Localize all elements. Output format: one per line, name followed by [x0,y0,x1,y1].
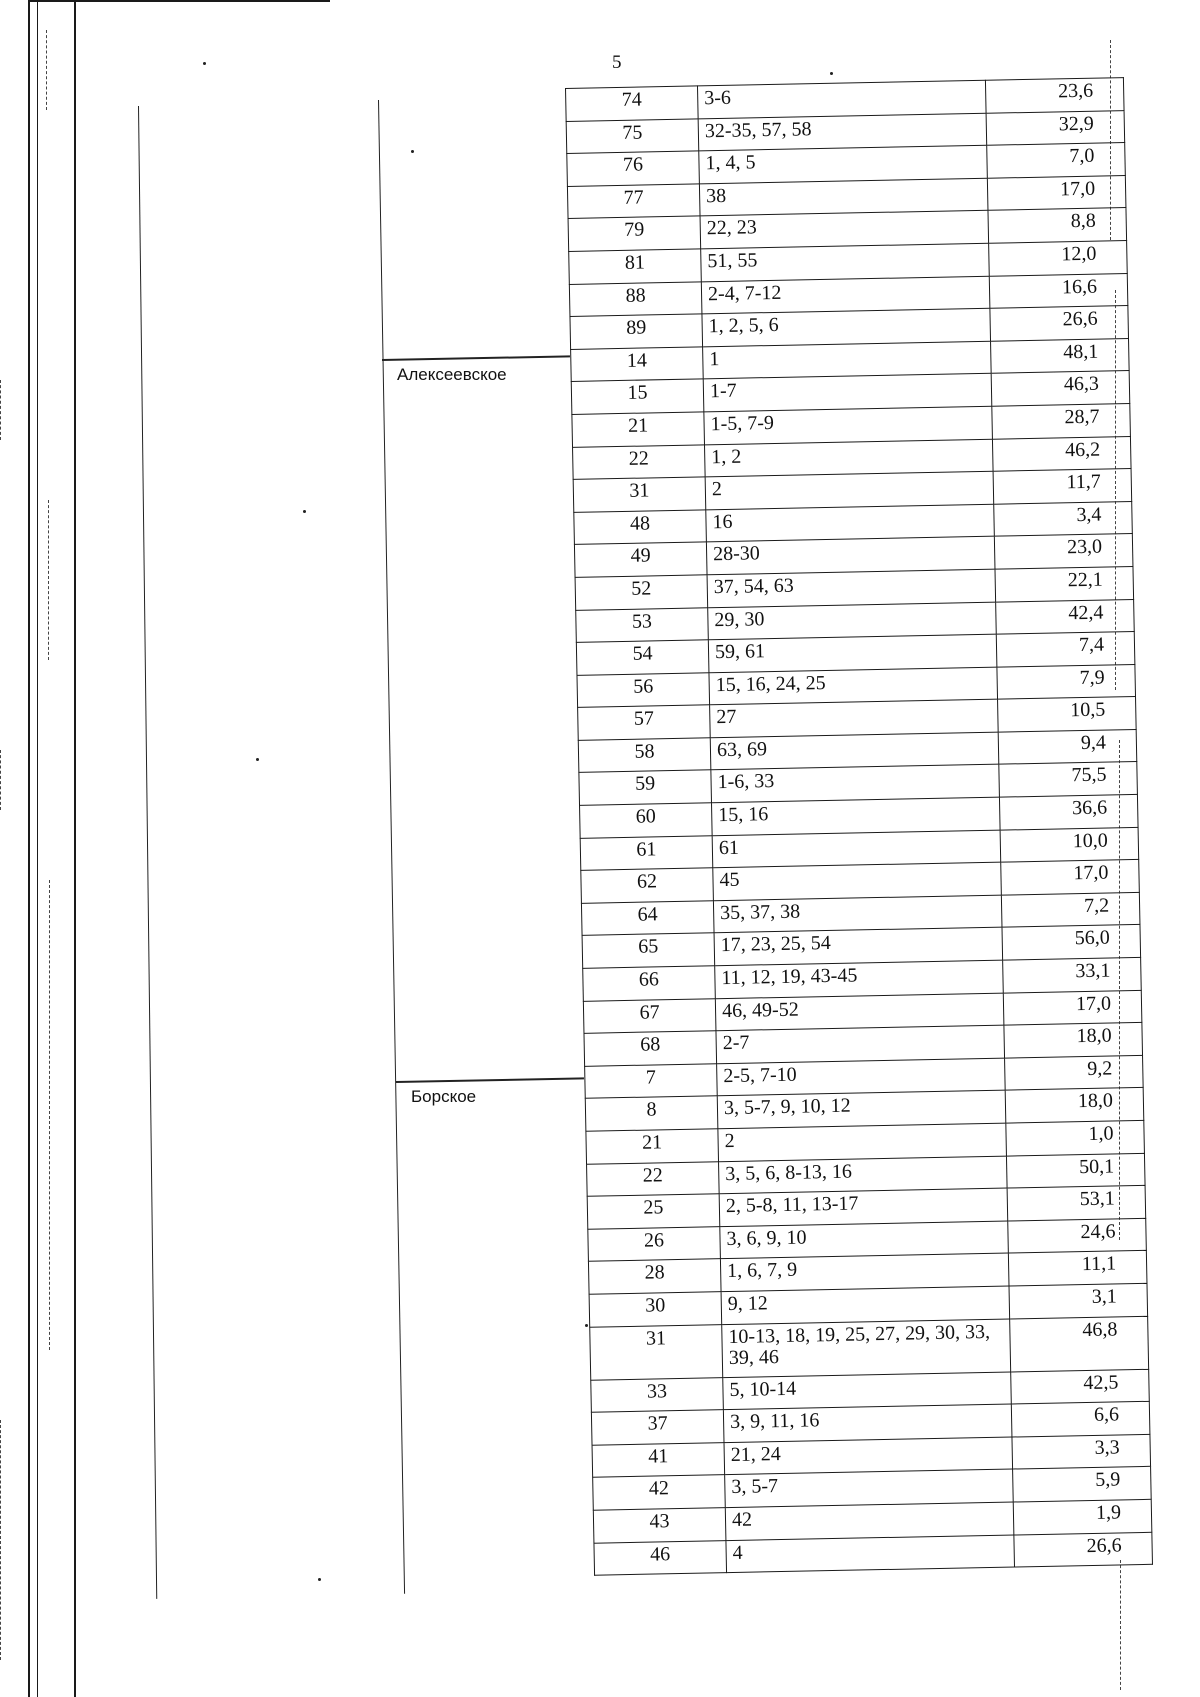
group-separator [396,1077,584,1082]
row-area-cell: 26,6 [990,306,1129,341]
row-number-cell: 54 [576,640,709,675]
scan-edge-line [30,0,330,2]
row-number-cell: 48 [574,510,707,545]
row-area-cell: 10,0 [1000,827,1139,862]
row-area-cell: 9,4 [998,729,1137,764]
row-list-cell: 29, 30 [708,602,997,640]
row-area-cell: 26,6 [1014,1532,1153,1567]
row-list-cell: 1, 2, 5, 6 [702,308,991,346]
row-number-cell: 59 [579,770,712,805]
row-list-cell: 10-13, 18, 19, 25, 27, 29, 30, 33, 39, 46 [722,1319,1011,1378]
row-list-cell: 28-30 [706,537,995,575]
row-area-cell: 17,0 [1003,990,1142,1025]
row-list-cell: 5, 10-14 [723,1372,1012,1410]
row-list-cell: 15, 16, 24, 25 [709,667,998,705]
row-number-cell: 88 [569,281,702,316]
row-number-cell: 52 [575,575,708,610]
row-area-cell: 9,2 [1005,1055,1144,1090]
row-list-cell: 2-7 [716,1025,1005,1063]
row-area-cell: 7,9 [997,664,1136,699]
row-number-cell: 33 [591,1377,724,1412]
row-number-cell: 77 [567,184,700,219]
row-area-cell: 53,1 [1007,1186,1146,1221]
row-area-cell: 48,1 [991,338,1130,373]
area-table [565,77,1153,1576]
row-list-cell: 46, 49-52 [715,993,1004,1031]
row-list-cell: 2-4, 7-12 [701,276,990,314]
scan-edge-dash [0,380,1,440]
row-area-cell: 46,3 [991,371,1130,406]
row-number-cell: 81 [569,249,702,284]
row-area-cell: 11,1 [1008,1251,1147,1286]
row-list-cell: 2-5, 7-10 [717,1058,1006,1096]
group-label-alekseevskoe: Алексеевское [397,365,507,384]
row-number-cell: 56 [577,672,710,707]
row-area-cell: 11,7 [993,469,1132,504]
row-list-cell: 2 [718,1123,1007,1161]
row-area-cell: 7,0 [987,143,1126,178]
row-list-cell: 1-5, 7-9 [704,406,993,444]
row-number-cell: 64 [581,901,714,936]
row-list-cell: 42 [725,1502,1014,1540]
row-list-cell: 3, 5-7, 9, 10, 12 [717,1090,1006,1128]
row-number-cell: 28 [588,1259,721,1294]
row-number-cell: 25 [587,1194,720,1229]
row-number-cell: 8 [585,1096,718,1131]
row-area-cell: 7,4 [996,632,1135,667]
row-number-cell: 15 [571,379,704,414]
row-number-cell: 58 [578,738,711,773]
row-list-cell: 3, 5, 6, 8-13, 16 [719,1156,1008,1194]
row-number-cell: 37 [591,1410,724,1445]
row-number-cell: 75 [566,118,699,153]
row-area-cell: 33,1 [1003,957,1142,992]
scan-edge-dash [46,30,47,110]
row-list-cell: 1, 4, 5 [699,145,988,183]
row-list-cell: 3, 9, 11, 16 [723,1404,1012,1442]
scan-edge-line [28,0,30,1697]
row-area-cell: 16,6 [989,273,1128,308]
area-table-body [566,78,1153,1576]
row-area-cell: 6,6 [1011,1401,1150,1436]
row-number-cell: 26 [588,1226,721,1261]
row-list-cell: 9, 12 [721,1286,1010,1324]
scan-speck [318,1578,321,1581]
row-area-cell: 10,5 [998,697,1137,732]
row-area-cell: 28,7 [992,403,1131,438]
row-number-cell: 89 [570,314,703,349]
row-area-cell: 18,0 [1004,1023,1143,1058]
row-area-cell: 3,1 [1009,1283,1148,1318]
row-area-cell: 5,9 [1013,1467,1152,1502]
row-number-cell: 14 [571,347,704,382]
row-area-cell: 17,0 [1001,860,1140,895]
row-area-cell: 8,8 [988,208,1127,243]
scan-speck [303,510,306,513]
row-area-cell: 46,8 [1010,1316,1149,1372]
row-number-cell: 30 [589,1292,722,1327]
row-area-cell: 3,4 [994,501,1133,536]
row-number-cell: 66 [583,966,716,1001]
row-list-cell: 63, 69 [710,732,999,770]
row-area-cell: 42,5 [1011,1369,1150,1404]
row-list-cell: 45 [713,862,1002,900]
row-list-cell: 61 [712,830,1001,868]
row-area-cell: 36,6 [999,795,1138,830]
row-list-cell: 4 [726,1535,1015,1573]
row-area-cell: 24,6 [1008,1218,1147,1253]
row-number-cell: 22 [573,444,706,479]
row-list-cell: 1, 2 [704,439,993,477]
row-area-cell: 75,5 [999,762,1138,797]
row-area-cell: 1,0 [1006,1120,1145,1155]
row-area-cell: 46,2 [992,436,1131,471]
row-list-cell: 17, 23, 25, 54 [714,928,1003,966]
row-number-cell: 60 [580,803,713,838]
page-number: 5 [612,52,622,73]
row-area-cell: 32,9 [986,110,1125,145]
row-number-cell: 21 [586,1129,719,1164]
row-number-cell: 62 [581,868,714,903]
scan-edge-dash [49,880,50,1350]
group-separator [382,355,570,360]
scan-edge-dash [48,500,49,660]
row-area-cell: 17,0 [987,175,1126,210]
row-number-cell: 57 [578,705,711,740]
scan-speck [830,72,833,75]
row-area-cell: 50,1 [1006,1153,1145,1188]
row-number-cell: 43 [593,1508,726,1543]
row-area-cell: 22,1 [995,566,1134,601]
scan-edge-line [74,0,76,1697]
row-list-cell: 2 [705,471,994,509]
area-table-container [565,77,1153,1576]
row-number-cell: 65 [582,933,715,968]
row-list-cell: 59, 61 [708,634,997,672]
row-list-cell: 3, 5-7 [725,1469,1014,1507]
row-list-cell: 37, 54, 63 [707,569,996,607]
row-list-cell: 1, 6, 7, 9 [720,1253,1009,1291]
row-number-cell: 7 [585,1064,718,1099]
row-area-cell: 23,6 [985,78,1124,113]
row-number-cell: 42 [593,1475,726,1510]
row-number-cell: 79 [568,216,701,251]
column-divider [378,100,405,1594]
row-list-cell: 22, 23 [700,211,989,249]
column-divider [138,106,157,1599]
row-list-cell: 16 [706,504,995,542]
scan-speck [585,1324,588,1327]
row-list-cell: 1-7 [703,374,992,412]
group-label-borskoe: Борское [411,1087,477,1106]
row-list-cell: 1-6, 33 [711,765,1000,803]
row-number-cell: 67 [583,998,716,1033]
scan-edge-dash [0,1420,1,1660]
scan-speck [256,758,259,761]
row-list-cell: 3, 6, 9, 10 [720,1221,1009,1259]
row-number-cell: 31 [590,1324,723,1380]
row-area-cell: 18,0 [1005,1088,1144,1123]
row-list-cell: 1 [703,341,992,379]
row-area-cell: 1,9 [1013,1499,1152,1534]
scan-speck [203,62,206,65]
row-number-cell: 74 [566,86,699,121]
scan-edge-line [37,0,38,1697]
row-area-cell: 7,2 [1001,892,1140,927]
row-area-cell: 56,0 [1002,925,1141,960]
row-number-cell: 49 [574,542,707,577]
row-list-cell: 15, 16 [712,797,1001,835]
row-area-cell: 3,3 [1012,1434,1151,1469]
row-list-cell: 38 [699,178,988,216]
scan-edge-dash [0,750,1,810]
scan-speck [411,150,414,153]
row-list-cell: 51, 55 [701,243,990,281]
row-number-cell: 31 [573,477,706,512]
row-list-cell: 35, 37, 38 [713,895,1002,933]
row-list-cell: 11, 12, 19, 43-45 [715,960,1004,998]
row-list-cell: 3-6 [697,80,986,118]
row-number-cell: 53 [576,607,709,642]
row-area-cell: 12,0 [989,241,1128,276]
scan-edge-dash [1120,1560,1121,1690]
row-list-cell: 2, 5-8, 11, 13-17 [719,1188,1008,1226]
row-number-cell: 61 [580,835,713,870]
row-list-cell: 27 [710,699,999,737]
row-area-cell: 23,0 [994,534,1133,569]
row-number-cell: 21 [572,412,705,447]
row-list-cell: 32-35, 57, 58 [698,113,987,151]
row-area-cell: 42,4 [996,599,1135,634]
row-list-cell: 21, 24 [724,1437,1013,1475]
row-number-cell: 76 [567,151,700,186]
row-number-cell: 41 [592,1442,725,1477]
row-number-cell: 22 [587,1161,720,1196]
row-number-cell: 46 [594,1540,727,1575]
row-number-cell: 68 [584,1031,717,1066]
